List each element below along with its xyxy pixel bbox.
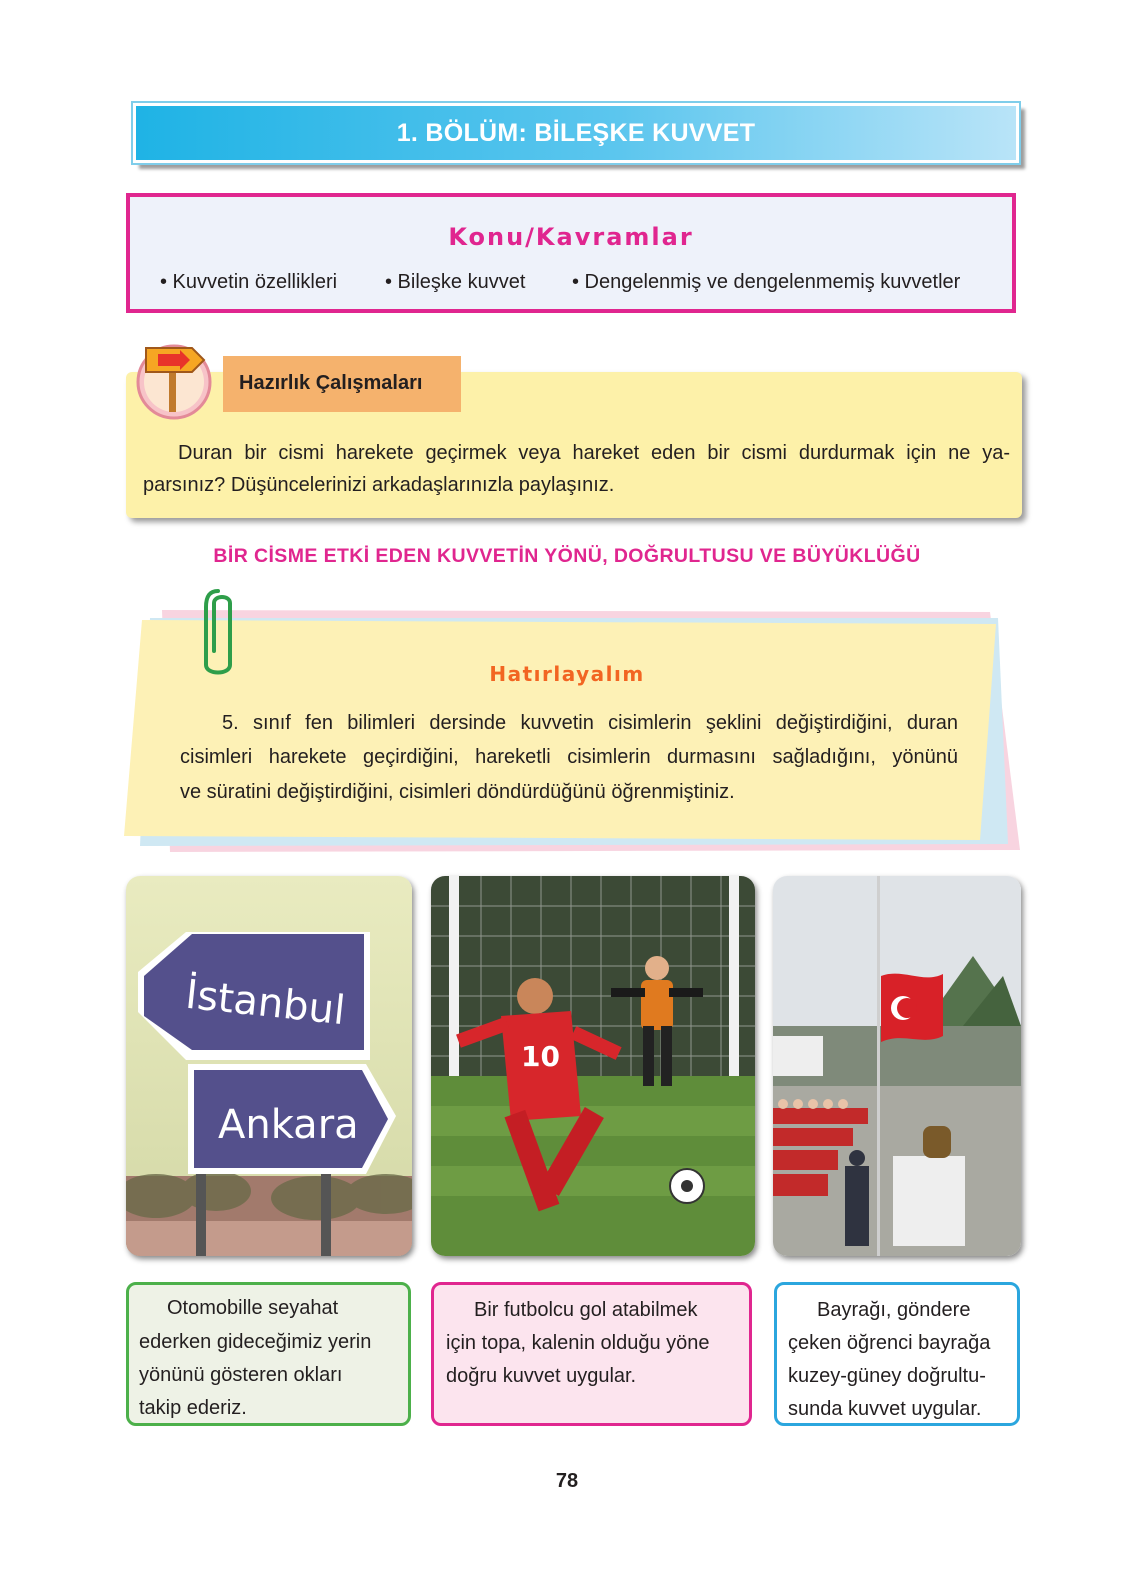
- caption-line: Otomobille seyahat: [167, 1297, 339, 1319]
- preparation-text-line: Duran bir cismi harekete geçirmek veya hareket eden bir cismi durdurmak için ne ya-: [178, 442, 1010, 464]
- preparation-title: Hazırlık Çalışmaları: [239, 372, 423, 394]
- flag-ceremony-photo: [773, 876, 1021, 1256]
- football-photo: [431, 876, 755, 1256]
- caption-box-road-signs: [126, 1282, 411, 1426]
- preparation-text-line: parsınız? Düşüncelerinizi arkadaşlarınızla paylaşınız.: [143, 474, 615, 496]
- caption-line: sunda kuvvet uygular.: [788, 1398, 982, 1420]
- caption-line: kuzey-güney doğrultu-: [788, 1365, 986, 1387]
- topic-item: • Bileşke kuvvet: [385, 271, 526, 293]
- caption-line: çeken öğrenci bayrağa: [788, 1332, 991, 1354]
- caption-box-football: [431, 1282, 752, 1426]
- topics-box: [126, 193, 1016, 313]
- topic-item: • Kuvvetin özellikleri: [160, 271, 338, 293]
- signpost-icon: [128, 340, 216, 420]
- caption-line: için topa, kalenin olduğu yöne: [446, 1332, 710, 1354]
- preparation-tab: [223, 356, 461, 412]
- remember-text-line: 5. sınıf fen bilimleri dersinde kuvvetin cisimlerin şeklini değiştirdiğini, duran: [222, 712, 958, 734]
- section-heading: BİR CİSME ETKİ EDEN KUVVETİN YÖNÜ, DOĞRULTUSU VE BÜYÜKLÜĞÜ: [213, 545, 921, 567]
- remember-text-line: cisimleri harekete geçirdiğini, hareketli cisimlerin durmasını sağladığını, yönünü: [180, 746, 958, 768]
- caption-line: doğru kuvvet uygular.: [446, 1365, 637, 1387]
- remember-text-line: ve süratini değiştirdiğini, cisimleri döndürdüğünü öğrenmiştiniz.: [180, 781, 735, 803]
- sign-istanbul-text: İstanbul: [183, 971, 348, 1035]
- topic-item: • Dengelenmiş ve dengelenmemiş kuvvetler: [572, 271, 961, 293]
- page-number: 78: [555, 1470, 579, 1492]
- caption-line: takip ederiz.: [139, 1397, 247, 1419]
- remember-title: Hatırlayalım: [489, 662, 645, 686]
- chapter-banner: [133, 103, 1019, 163]
- caption-box-flag: [774, 1282, 1020, 1426]
- caption-line: ederken gideceğimiz yerin: [139, 1331, 372, 1353]
- road-signs-photo: [126, 876, 412, 1256]
- chapter-title: 1. BÖLÜM: BİLEŞKE KUVVET: [396, 119, 756, 147]
- caption-line: Bir futbolcu gol atabilmek: [474, 1299, 698, 1321]
- caption-line: yönünü gösteren okları: [139, 1364, 343, 1386]
- jersey-number: 10: [521, 1040, 560, 1073]
- topics-title: Konu/Kavramlar: [448, 223, 694, 251]
- caption-line: Bayrağı, göndere: [817, 1299, 971, 1321]
- sign-ankara-text: Ankara: [218, 1102, 359, 1148]
